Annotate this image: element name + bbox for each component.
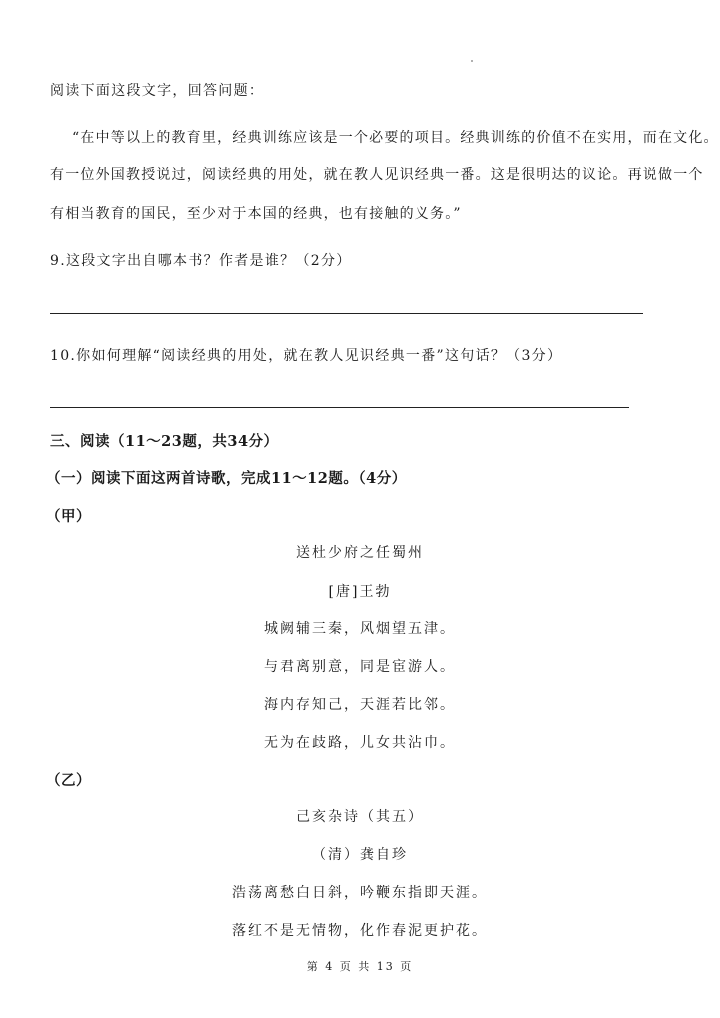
passage-line-1: “在中等以上的教育里，经典训练应该是一个必要的项目。经典训练的价值不在实用，而在文化。	[72, 130, 719, 146]
answer-line-10	[50, 407, 629, 408]
poem-b-title: 己亥杂诗（其五）	[296, 809, 424, 825]
section-three-heading: 三、阅读（11～23题，共34分）	[50, 433, 279, 450]
question-10: 10.你如何理解“阅读经典的用处，就在教人见识经典一番”这句话？（3分）	[50, 348, 563, 364]
poem-a-line-2: 与君离别意，同是宦游人。	[264, 659, 456, 675]
stray-dot	[471, 60, 473, 62]
passage-line-2: 有一位外国教授说过，阅读经典的用处，就在教人见识经典一番。这是很明达的议论。再说做一个	[50, 167, 704, 183]
subsection-one-heading: （一）阅读下面这两首诗歌，完成11～12题。（4分）	[46, 470, 407, 487]
intro-instruction: 阅读下面这段文字，回答问题：	[50, 83, 265, 99]
passage-line-3: 有相当教育的国民，至少对于本国的经典，也有接触的义务。”	[50, 206, 462, 222]
poem-a-line-1: 城阙辅三秦，风烟望五津。	[264, 621, 456, 637]
poem-b-author: （清）龚自珍	[312, 847, 408, 863]
poem-a-author: [唐]王勃	[328, 584, 392, 600]
poem-b-label: （乙）	[46, 772, 91, 789]
page-footer: 第 4 页 共 13 页	[306, 960, 414, 973]
poem-b-line-1: 浩荡离愁白日斜，吟鞭东指即天涯。	[232, 885, 488, 901]
poem-a-title: 送杜少府之任蜀州	[296, 545, 424, 561]
poem-b-line-2: 落红不是无情物，化作春泥更护花。	[232, 923, 488, 939]
answer-line-9	[50, 313, 643, 314]
poem-a-line-3: 海内存知己，天涯若比邻。	[264, 697, 456, 713]
question-9: 9.这段文字出自哪本书？作者是谁？（2分）	[50, 253, 352, 269]
poem-a-label: （甲）	[46, 508, 91, 525]
poem-a-line-4: 无为在歧路，儿女共沾巾。	[264, 735, 456, 751]
